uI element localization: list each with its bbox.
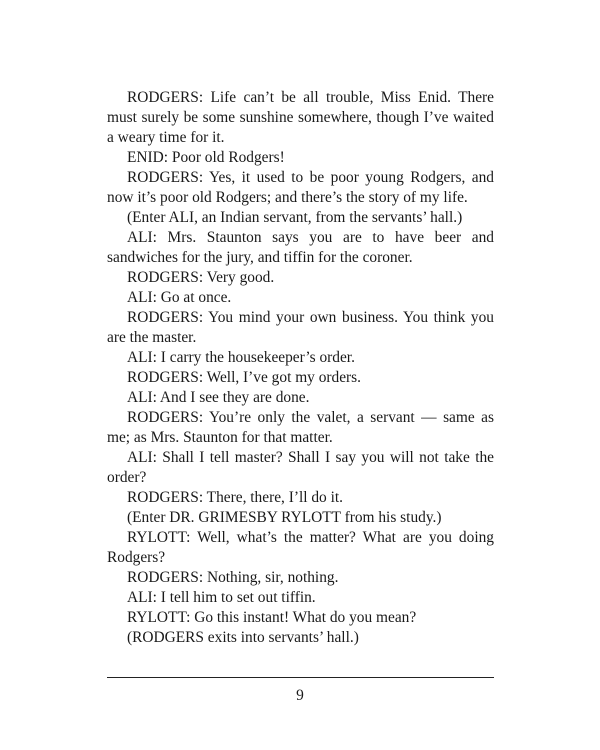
dialogue-paragraph: RYLOTT: Go this instant! What do you mean? <box>127 609 417 626</box>
stage-direction: (Enter ALI, an Indian servant, from the servants’ hall.) <box>127 209 463 226</box>
footer-divider <box>107 677 494 678</box>
dialogue-paragraph: ALI: And I see they are done. <box>127 389 310 406</box>
dialogue-paragraph: RODGERS: Yes, it used to be poor young Rodgers, and now it’s poor old Rodgers; and there’s the story of my life. <box>107 169 494 206</box>
dialogue-paragraph: ALI: Mrs. Staunton says you are to have beer and sandwiches for the jury, and tiffin for the coroner. <box>107 229 494 266</box>
dialogue-paragraph: RODGERS: You mind your own business. You think you are the master. <box>107 309 494 346</box>
dialogue-paragraph: ALI: Go at once. <box>127 289 232 306</box>
dialogue-paragraph: RODGERS: There, there, I’ll do it. <box>127 489 344 506</box>
dialogue-paragraph: ENID: Poor old Rodgers! <box>127 149 285 166</box>
dialogue-paragraph: RODGERS: Very good. <box>127 269 275 286</box>
page-number: 9 <box>296 687 304 704</box>
dialogue-paragraph: RODGERS: You’re only the valet, a servant — same as me; as Mrs. Staunton for that matter. <box>107 409 494 446</box>
dialogue-paragraph: RODGERS: Well, I’ve got my orders. <box>127 369 362 386</box>
script-text-block <box>107 88 494 648</box>
dialogue-paragraph: RYLOTT: Well, what’s the matter? What are you doing Rodgers? <box>107 529 494 566</box>
dialogue-paragraph: RODGERS: Life can’t be all trouble, Miss Enid. There must surely be some sunshine somewhere, though I’ve waited a weary time for it. <box>107 89 494 146</box>
dialogue-paragraph: ALI: I carry the housekeeper’s order. <box>127 349 355 366</box>
stage-direction: (Enter DR. GRIMESBY RYLOTT from his study.) <box>127 509 442 526</box>
dialogue-paragraph: ALI: Shall I tell master? Shall I say you will not take the order? <box>107 449 494 486</box>
stage-direction: (RODGERS exits into servants’ hall.) <box>127 629 359 646</box>
dialogue-paragraph: ALI: I tell him to set out tiffin. <box>127 589 316 606</box>
dialogue-paragraph: RODGERS: Nothing, sir, nothing. <box>127 569 339 586</box>
